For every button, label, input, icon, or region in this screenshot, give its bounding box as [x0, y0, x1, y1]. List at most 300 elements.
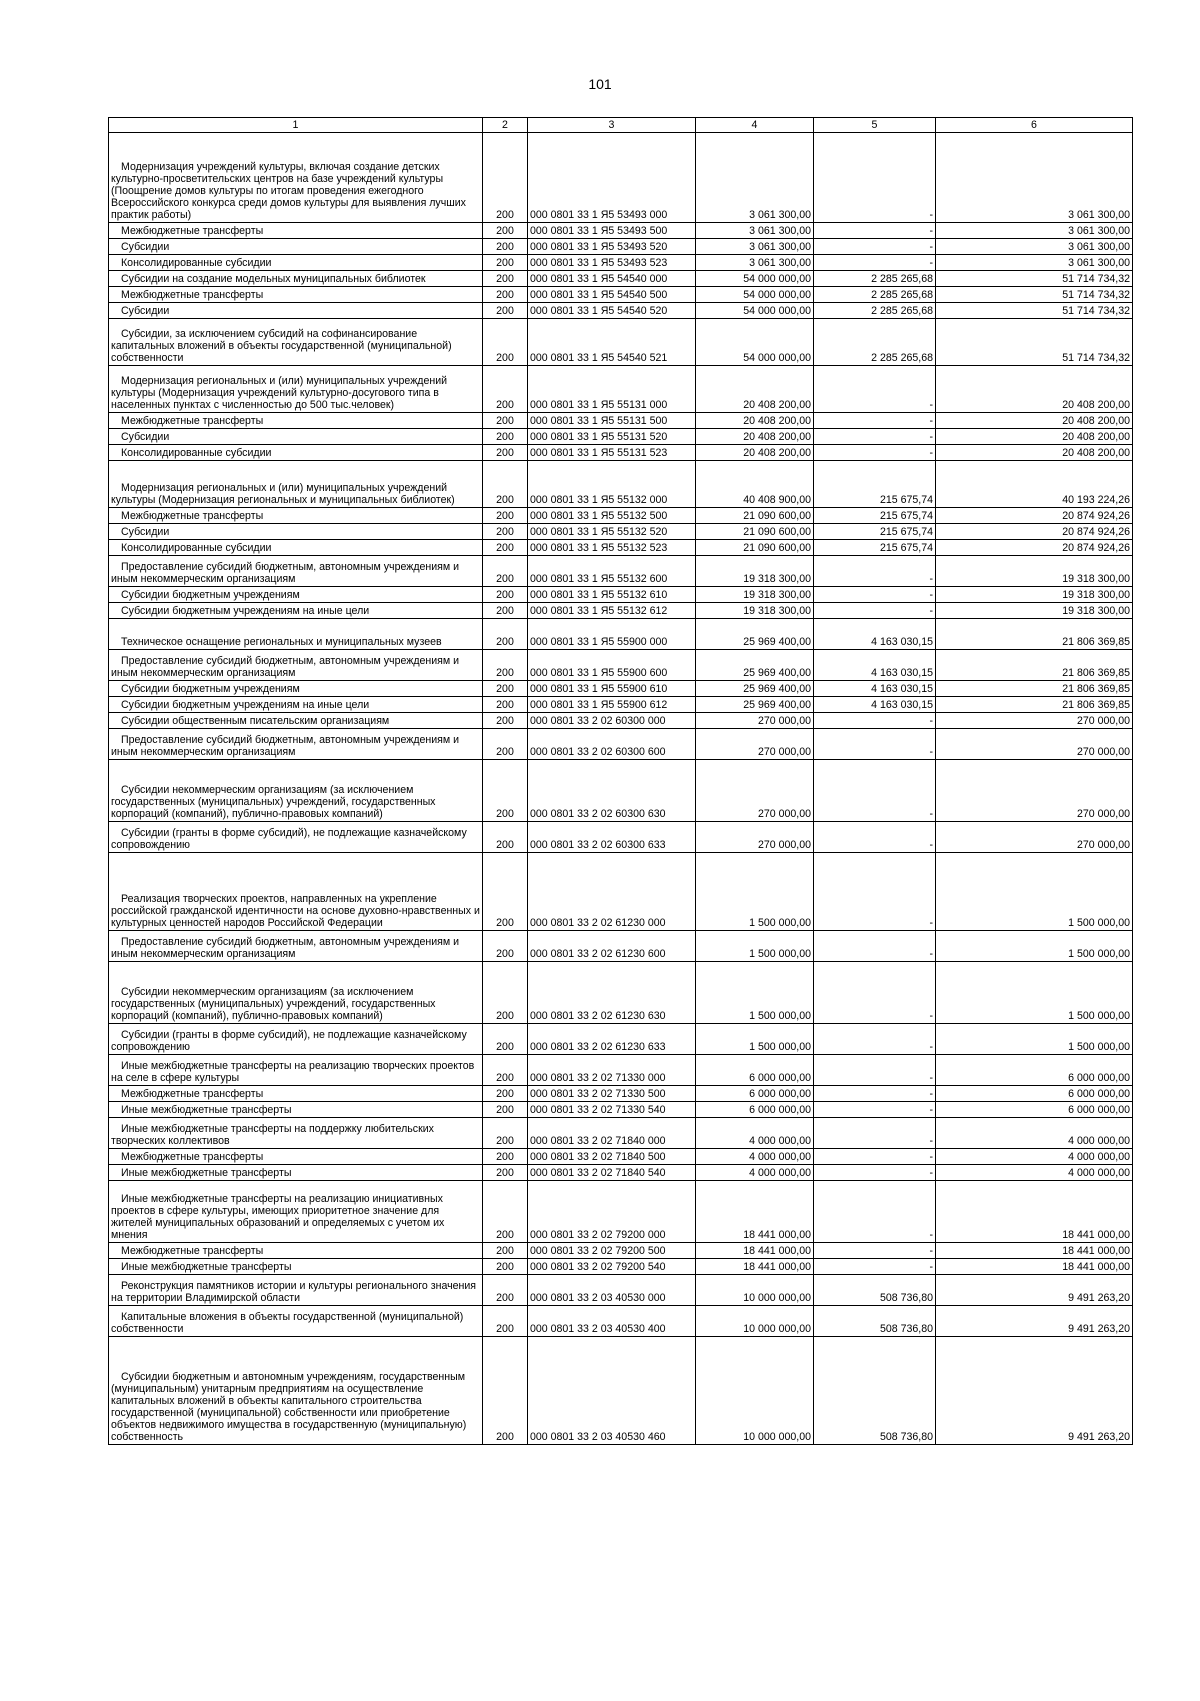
cell-executed: - [814, 822, 936, 853]
cell-admin: 200 [483, 931, 528, 962]
table-row [109, 1118, 1133, 1149]
cell-executed: - [814, 962, 936, 1024]
cell-name: Иные межбюджетные трансферты [109, 1259, 483, 1275]
cell-executed: - [814, 445, 936, 461]
table-row [109, 239, 1133, 255]
cell-approved: 40 408 900,00 [696, 461, 814, 508]
cell-remaining: 40 193 224,26 [936, 461, 1133, 508]
cell-approved: 4 000 000,00 [696, 1165, 814, 1181]
cell-executed: - [814, 853, 936, 931]
cell-executed: - [814, 713, 936, 729]
cell-approved: 20 408 200,00 [696, 366, 814, 413]
cell-approved: 18 441 000,00 [696, 1259, 814, 1275]
cell-name: Субсидии бюджетным и автономным учреждениям, государственным (муниципальным) унитарным предприятиям на осуществление капитальных вложений в объекты капитального строительства государственной (муниципальной) собственности или приобретение объектов недвижимого имущества в государственную (муниципальную) собственность [109, 1337, 483, 1445]
cell-executed: 215 675,74 [814, 540, 936, 556]
table-row [109, 366, 1133, 413]
table-row [109, 319, 1133, 366]
cell-approved: 25 969 400,00 [696, 650, 814, 681]
cell-code: 000 0801 33 2 02 61230 000 [528, 853, 696, 931]
cell-name: Предоставление субсидий бюджетным, автономным учреждениям и иным некоммерческим организациям [109, 729, 483, 760]
table-row [109, 461, 1133, 508]
cell-code: 000 0801 33 1 Я5 55900 000 [528, 619, 696, 650]
cell-name: Субсидии бюджетным учреждениям [109, 681, 483, 697]
cell-name: Межбюджетные трансферты [109, 1243, 483, 1259]
cell-code: 000 0801 33 1 Я5 55131 523 [528, 445, 696, 461]
cell-name: Субсидии бюджетным учреждениям на иные цели [109, 697, 483, 713]
cell-name: Реконструкция памятников истории и культуры регионального значения на территории Владимирской области [109, 1275, 483, 1306]
cell-approved: 54 000 000,00 [696, 271, 814, 287]
cell-name: Межбюджетные трансферты [109, 1086, 483, 1102]
cell-name: Предоставление субсидий бюджетным, автономным учреждениям и иным некоммерческим организациям [109, 556, 483, 587]
cell-code: 000 0801 33 1 Я5 55132 520 [528, 524, 696, 540]
cell-remaining: 3 061 300,00 [936, 239, 1133, 255]
cell-remaining: 20 874 924,26 [936, 524, 1133, 540]
table-row [109, 822, 1133, 853]
header-row [109, 118, 1133, 133]
cell-code: 000 0801 33 1 Я5 53493 000 [528, 133, 696, 223]
table-row [109, 1086, 1133, 1102]
cell-remaining: 21 806 369,85 [936, 681, 1133, 697]
cell-executed: - [814, 1165, 936, 1181]
table-row [109, 619, 1133, 650]
cell-name: Межбюджетные трансферты [109, 223, 483, 239]
cell-name: Межбюджетные трансферты [109, 1149, 483, 1165]
cell-executed: 4 163 030,15 [814, 681, 936, 697]
cell-code: 000 0801 33 2 02 71330 500 [528, 1086, 696, 1102]
cell-name: Техническое оснащение региональных и муниципальных музеев [109, 619, 483, 650]
cell-remaining: 21 806 369,85 [936, 650, 1133, 681]
cell-approved: 54 000 000,00 [696, 319, 814, 366]
cell-approved: 3 061 300,00 [696, 255, 814, 271]
cell-code: 000 0801 33 1 Я5 55132 612 [528, 603, 696, 619]
cell-name: Межбюджетные трансферты [109, 413, 483, 429]
cell-executed: 508 736,80 [814, 1337, 936, 1445]
cell-name: Иные межбюджетные трансферты на реализацию творческих проектов на селе в сфере культуры [109, 1055, 483, 1086]
budget-table [108, 117, 1133, 1445]
cell-code: 000 0801 33 1 Я5 54540 521 [528, 319, 696, 366]
cell-remaining: 6 000 000,00 [936, 1055, 1133, 1086]
cell-code: 000 0801 33 2 02 60300 600 [528, 729, 696, 760]
cell-executed: - [814, 133, 936, 223]
cell-code: 000 0801 33 2 03 40530 400 [528, 1306, 696, 1337]
cell-remaining: 18 441 000,00 [936, 1243, 1133, 1259]
cell-approved: 270 000,00 [696, 760, 814, 822]
cell-admin: 200 [483, 366, 528, 413]
cell-admin: 200 [483, 429, 528, 445]
cell-approved: 54 000 000,00 [696, 287, 814, 303]
cell-name: Субсидии на создание модельных муниципальных библиотек [109, 271, 483, 287]
cell-admin: 200 [483, 853, 528, 931]
table-row [109, 556, 1133, 587]
cell-approved: 1 500 000,00 [696, 962, 814, 1024]
cell-executed: - [814, 603, 936, 619]
cell-approved: 1 500 000,00 [696, 931, 814, 962]
cell-remaining: 3 061 300,00 [936, 223, 1133, 239]
cell-executed: - [814, 255, 936, 271]
cell-executed: - [814, 556, 936, 587]
cell-admin: 200 [483, 603, 528, 619]
cell-admin: 200 [483, 1055, 528, 1086]
cell-remaining: 1 500 000,00 [936, 1024, 1133, 1055]
cell-name: Субсидии (гранты в форме субсидий), не подлежащие казначейскому сопровождению [109, 1024, 483, 1055]
cell-executed: - [814, 429, 936, 445]
cell-code: 000 0801 33 1 Я5 55131 000 [528, 366, 696, 413]
table-row [109, 962, 1133, 1024]
cell-executed: 2 285 265,68 [814, 319, 936, 366]
cell-admin: 200 [483, 1102, 528, 1118]
cell-executed: - [814, 1259, 936, 1275]
cell-code: 000 0801 33 1 Я5 54540 520 [528, 303, 696, 319]
cell-name: Предоставление субсидий бюджетным, автономным учреждениям и иным некоммерческим организациям [109, 650, 483, 681]
cell-approved: 20 408 200,00 [696, 413, 814, 429]
column-header: 6 [936, 118, 1133, 133]
cell-remaining: 51 714 734,32 [936, 319, 1133, 366]
table-row [109, 1181, 1133, 1243]
cell-code: 000 0801 33 1 Я5 55900 612 [528, 697, 696, 713]
table-row [109, 508, 1133, 524]
cell-admin: 200 [483, 1275, 528, 1306]
cell-name: Предоставление субсидий бюджетным, автономным учреждениям и иным некоммерческим организациям [109, 931, 483, 962]
cell-remaining: 9 491 263,20 [936, 1275, 1133, 1306]
table-row [109, 853, 1133, 931]
cell-code: 000 0801 33 2 02 71840 000 [528, 1118, 696, 1149]
cell-approved: 1 500 000,00 [696, 1024, 814, 1055]
cell-admin: 200 [483, 1259, 528, 1275]
cell-code: 000 0801 33 1 Я5 55132 500 [528, 508, 696, 524]
cell-admin: 200 [483, 1306, 528, 1337]
cell-approved: 1 500 000,00 [696, 853, 814, 931]
cell-admin: 200 [483, 271, 528, 287]
cell-code: 000 0801 33 1 Я5 55131 500 [528, 413, 696, 429]
cell-code: 000 0801 33 2 02 61230 630 [528, 962, 696, 1024]
cell-remaining: 18 441 000,00 [936, 1259, 1133, 1275]
cell-remaining: 4 000 000,00 [936, 1165, 1133, 1181]
cell-remaining: 270 000,00 [936, 713, 1133, 729]
table-row [109, 445, 1133, 461]
cell-remaining: 1 500 000,00 [936, 962, 1133, 1024]
cell-remaining: 6 000 000,00 [936, 1102, 1133, 1118]
cell-admin: 200 [483, 1181, 528, 1243]
cell-approved: 19 318 300,00 [696, 603, 814, 619]
column-header: 4 [696, 118, 814, 133]
cell-code: 000 0801 33 2 02 60300 630 [528, 760, 696, 822]
cell-name: Субсидии [109, 239, 483, 255]
cell-admin: 200 [483, 223, 528, 239]
cell-remaining: 3 061 300,00 [936, 255, 1133, 271]
cell-remaining: 20 408 200,00 [936, 445, 1133, 461]
cell-admin: 200 [483, 556, 528, 587]
cell-code: 000 0801 33 2 02 61230 633 [528, 1024, 696, 1055]
cell-code: 000 0801 33 2 02 61230 600 [528, 931, 696, 962]
cell-admin: 200 [483, 239, 528, 255]
cell-name: Субсидии общественным писательским организациям [109, 713, 483, 729]
cell-name: Межбюджетные трансферты [109, 287, 483, 303]
cell-code: 000 0801 33 2 02 79200 000 [528, 1181, 696, 1243]
cell-code: 000 0801 33 2 02 79200 500 [528, 1243, 696, 1259]
table-row [109, 1306, 1133, 1337]
cell-admin: 200 [483, 524, 528, 540]
cell-name: Консолидированные субсидии [109, 540, 483, 556]
cell-code: 000 0801 33 2 03 40530 460 [528, 1337, 696, 1445]
table-row [109, 223, 1133, 239]
cell-remaining: 270 000,00 [936, 760, 1133, 822]
cell-executed: - [814, 413, 936, 429]
table-row [109, 1275, 1133, 1306]
cell-approved: 6 000 000,00 [696, 1055, 814, 1086]
cell-code: 000 0801 33 1 Я5 55132 523 [528, 540, 696, 556]
cell-name: Иные межбюджетные трансферты [109, 1102, 483, 1118]
cell-remaining: 21 806 369,85 [936, 619, 1133, 650]
table-row [109, 255, 1133, 271]
cell-name: Иные межбюджетные трансферты [109, 1165, 483, 1181]
cell-remaining: 20 408 200,00 [936, 413, 1133, 429]
cell-remaining: 20 874 924,26 [936, 508, 1133, 524]
cell-executed: - [814, 239, 936, 255]
column-header: 3 [528, 118, 696, 133]
cell-executed: - [814, 1118, 936, 1149]
cell-admin: 200 [483, 445, 528, 461]
cell-name: Субсидии бюджетным учреждениям на иные цели [109, 603, 483, 619]
cell-approved: 18 441 000,00 [696, 1243, 814, 1259]
cell-admin: 200 [483, 1337, 528, 1445]
cell-remaining: 19 318 300,00 [936, 587, 1133, 603]
cell-name: Консолидированные субсидии [109, 445, 483, 461]
table-row [109, 1165, 1133, 1181]
cell-admin: 200 [483, 587, 528, 603]
cell-name: Субсидии бюджетным учреждениям [109, 587, 483, 603]
cell-name: Субсидии [109, 524, 483, 540]
cell-remaining: 9 491 263,20 [936, 1337, 1133, 1445]
cell-remaining: 18 441 000,00 [936, 1181, 1133, 1243]
cell-approved: 4 000 000,00 [696, 1118, 814, 1149]
cell-admin: 200 [483, 619, 528, 650]
cell-name: Реализация творческих проектов, направленных на укрепление российской гражданской идентичности на основе духовно-нравственных и культурных ценностей народов Российской Федерации [109, 853, 483, 931]
cell-code: 000 0801 33 2 02 71330 540 [528, 1102, 696, 1118]
table-row [109, 1102, 1133, 1118]
cell-code: 000 0801 33 1 Я5 55132 600 [528, 556, 696, 587]
table-row [109, 931, 1133, 962]
cell-approved: 4 000 000,00 [696, 1149, 814, 1165]
cell-admin: 200 [483, 319, 528, 366]
cell-admin: 200 [483, 255, 528, 271]
table-row [109, 540, 1133, 556]
cell-code: 000 0801 33 2 02 71840 500 [528, 1149, 696, 1165]
cell-executed: - [814, 1181, 936, 1243]
cell-admin: 200 [483, 962, 528, 1024]
cell-code: 000 0801 33 2 02 60300 633 [528, 822, 696, 853]
cell-remaining: 1 500 000,00 [936, 853, 1133, 931]
cell-name: Модернизация региональных и (или) муниципальных учреждений культуры (Модернизация учреждений культурно-досугового типа в населенных пунктах с численностью до 500 тыс.человек) [109, 366, 483, 413]
cell-remaining: 21 806 369,85 [936, 697, 1133, 713]
cell-approved: 3 061 300,00 [696, 223, 814, 239]
cell-code: 000 0801 33 1 Я5 55900 610 [528, 681, 696, 697]
cell-executed: 4 163 030,15 [814, 650, 936, 681]
cell-executed: - [814, 587, 936, 603]
cell-admin: 200 [483, 760, 528, 822]
cell-approved: 6 000 000,00 [696, 1086, 814, 1102]
column-header: 1 [109, 118, 483, 133]
cell-approved: 21 090 600,00 [696, 508, 814, 524]
cell-code: 000 0801 33 1 Я5 55132 000 [528, 461, 696, 508]
cell-approved: 270 000,00 [696, 822, 814, 853]
cell-executed: 215 675,74 [814, 461, 936, 508]
cell-code: 000 0801 33 2 02 71330 000 [528, 1055, 696, 1086]
cell-name: Модернизация региональных и (или) муниципальных учреждений культуры (Модернизация региональных и муниципальных библиотек) [109, 461, 483, 508]
cell-approved: 25 969 400,00 [696, 681, 814, 697]
cell-approved: 3 061 300,00 [696, 239, 814, 255]
table-row [109, 1259, 1133, 1275]
cell-admin: 200 [483, 713, 528, 729]
cell-executed: - [814, 223, 936, 239]
cell-approved: 21 090 600,00 [696, 540, 814, 556]
cell-admin: 200 [483, 1149, 528, 1165]
cell-approved: 3 061 300,00 [696, 133, 814, 223]
cell-executed: - [814, 1149, 936, 1165]
table-row [109, 271, 1133, 287]
cell-executed: - [814, 1055, 936, 1086]
cell-code: 000 0801 33 1 Я5 53493 500 [528, 223, 696, 239]
cell-name: Капитальные вложения в объекты государственной (муниципальной) собственности [109, 1306, 483, 1337]
cell-remaining: 9 491 263,20 [936, 1306, 1133, 1337]
cell-executed: - [814, 1086, 936, 1102]
cell-remaining: 20 408 200,00 [936, 429, 1133, 445]
cell-executed: - [814, 760, 936, 822]
cell-admin: 200 [483, 1118, 528, 1149]
cell-approved: 10 000 000,00 [696, 1306, 814, 1337]
cell-approved: 18 441 000,00 [696, 1181, 814, 1243]
cell-executed: 2 285 265,68 [814, 287, 936, 303]
cell-remaining: 3 061 300,00 [936, 133, 1133, 223]
cell-remaining: 270 000,00 [936, 729, 1133, 760]
cell-admin: 200 [483, 133, 528, 223]
cell-approved: 25 969 400,00 [696, 619, 814, 650]
table-body [109, 133, 1133, 1445]
cell-admin: 200 [483, 697, 528, 713]
cell-code: 000 0801 33 2 03 40530 000 [528, 1275, 696, 1306]
table-row [109, 697, 1133, 713]
cell-code: 000 0801 33 2 02 79200 540 [528, 1259, 696, 1275]
cell-executed: 4 163 030,15 [814, 619, 936, 650]
table-row [109, 729, 1133, 760]
table-row [109, 1055, 1133, 1086]
cell-approved: 10 000 000,00 [696, 1275, 814, 1306]
cell-executed: 508 736,80 [814, 1306, 936, 1337]
cell-approved: 19 318 300,00 [696, 587, 814, 603]
cell-name: Иные межбюджетные трансферты на реализацию инициативных проектов в сфере культуры, имеющих приоритетное значение для жителей муниципальных образований и определяемых с учетом их мнения [109, 1181, 483, 1243]
cell-admin: 200 [483, 1165, 528, 1181]
cell-name: Субсидии [109, 429, 483, 445]
cell-admin: 200 [483, 303, 528, 319]
cell-executed: - [814, 1243, 936, 1259]
cell-approved: 21 090 600,00 [696, 524, 814, 540]
cell-admin: 200 [483, 413, 528, 429]
cell-executed: 4 163 030,15 [814, 697, 936, 713]
cell-remaining: 4 000 000,00 [936, 1118, 1133, 1149]
cell-executed: - [814, 1024, 936, 1055]
cell-name: Субсидии, за исключением субсидий на софинансирование капитальных вложений в объекты государственной (муниципальной) собственности [109, 319, 483, 366]
cell-remaining: 270 000,00 [936, 822, 1133, 853]
cell-admin: 200 [483, 650, 528, 681]
cell-approved: 20 408 200,00 [696, 445, 814, 461]
cell-code: 000 0801 33 1 Я5 54540 000 [528, 271, 696, 287]
cell-remaining: 51 714 734,32 [936, 271, 1133, 287]
cell-approved: 10 000 000,00 [696, 1337, 814, 1445]
column-header: 5 [814, 118, 936, 133]
cell-admin: 200 [483, 729, 528, 760]
cell-name: Консолидированные субсидии [109, 255, 483, 271]
cell-name: Субсидии (гранты в форме субсидий), не подлежащие казначейскому сопровождению [109, 822, 483, 853]
table-row [109, 133, 1133, 223]
cell-code: 000 0801 33 1 Я5 55900 600 [528, 650, 696, 681]
table-row [109, 1149, 1133, 1165]
cell-code: 000 0801 33 2 02 60300 000 [528, 713, 696, 729]
cell-code: 000 0801 33 1 Я5 54540 500 [528, 287, 696, 303]
table-row [109, 650, 1133, 681]
cell-approved: 270 000,00 [696, 713, 814, 729]
cell-approved: 270 000,00 [696, 729, 814, 760]
cell-name: Субсидии некоммерческим организациям (за исключением государственных (муниципальных) учреждений, государственных корпораций (компаний), публично-правовых компаний) [109, 760, 483, 822]
cell-executed: 215 675,74 [814, 508, 936, 524]
cell-remaining: 20 874 924,26 [936, 540, 1133, 556]
cell-admin: 200 [483, 461, 528, 508]
table-row [109, 681, 1133, 697]
table-row [109, 713, 1133, 729]
cell-remaining: 19 318 300,00 [936, 556, 1133, 587]
cell-name: Межбюджетные трансферты [109, 508, 483, 524]
cell-executed: - [814, 931, 936, 962]
cell-approved: 25 969 400,00 [696, 697, 814, 713]
cell-admin: 200 [483, 540, 528, 556]
table-row [109, 429, 1133, 445]
cell-executed: 215 675,74 [814, 524, 936, 540]
table-row [109, 760, 1133, 822]
cell-executed: 2 285 265,68 [814, 303, 936, 319]
page-number: 101 [588, 76, 612, 92]
table-row [109, 524, 1133, 540]
cell-remaining: 6 000 000,00 [936, 1086, 1133, 1102]
cell-admin: 200 [483, 287, 528, 303]
cell-approved: 54 000 000,00 [696, 303, 814, 319]
cell-admin: 200 [483, 681, 528, 697]
cell-remaining: 51 714 734,32 [936, 287, 1133, 303]
cell-executed: - [814, 366, 936, 413]
cell-code: 000 0801 33 1 Я5 53493 523 [528, 255, 696, 271]
cell-remaining: 20 408 200,00 [936, 366, 1133, 413]
table-row [109, 413, 1133, 429]
cell-name: Субсидии некоммерческим организациям (за исключением государственных (муниципальных) учреждений, государственных корпораций (компаний), публично-правовых компаний) [109, 962, 483, 1024]
cell-admin: 200 [483, 1243, 528, 1259]
cell-approved: 6 000 000,00 [696, 1102, 814, 1118]
cell-executed: 2 285 265,68 [814, 271, 936, 287]
table-row [109, 603, 1133, 619]
cell-name: Модернизация учреждений культуры, включая создание детских культурно-просветительских центров на базе учреждений культуры (Поощрение домов культуры по итогам проведения ежегодного Всероссийского конкурса среди домов культуры для выявления лучших практик работы) [109, 133, 483, 223]
cell-code: 000 0801 33 1 Я5 53493 520 [528, 239, 696, 255]
cell-approved: 20 408 200,00 [696, 429, 814, 445]
cell-code: 000 0801 33 1 Я5 55131 520 [528, 429, 696, 445]
cell-name: Иные межбюджетные трансферты на поддержку любительских творческих коллективов [109, 1118, 483, 1149]
cell-remaining: 4 000 000,00 [936, 1149, 1133, 1165]
cell-admin: 200 [483, 822, 528, 853]
table-row [109, 303, 1133, 319]
table-row [109, 287, 1133, 303]
table-row [109, 1024, 1133, 1055]
cell-remaining: 19 318 300,00 [936, 603, 1133, 619]
table-row [109, 1243, 1133, 1259]
cell-executed: - [814, 1102, 936, 1118]
cell-code: 000 0801 33 2 02 71840 540 [528, 1165, 696, 1181]
cell-name: Субсидии [109, 303, 483, 319]
cell-remaining: 1 500 000,00 [936, 931, 1133, 962]
